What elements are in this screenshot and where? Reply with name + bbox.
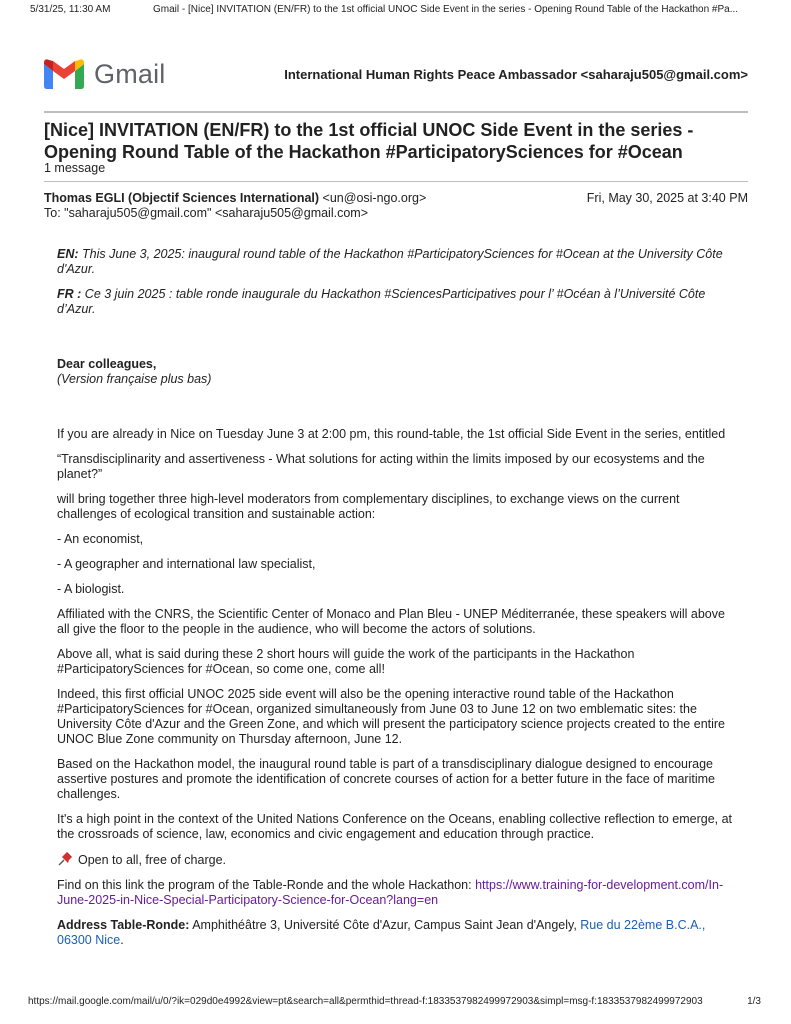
paragraph: If you are already in Nice on Tuesday June 3 at 2:00 pm, this round-table, the 1st official Side Event in the series, entitled bbox=[57, 427, 726, 441]
page-number: 1/3 bbox=[747, 996, 761, 1007]
address-label: Address Table-Ronde: bbox=[57, 918, 190, 932]
paragraph: will bring together three high-level moderators from complementary disciplines, to exchange views on the current challenges of ecological transition and sustainable action: bbox=[57, 492, 680, 521]
message-body bbox=[57, 247, 737, 948]
paragraph: Above all, what is said during these 2 short hours will guide the work of the participants in the Hackathon #ParticipatorySciences for #Ocean, so come one, come all! bbox=[57, 647, 635, 676]
sender-email: <un@osi-ngo.org> bbox=[322, 191, 427, 205]
print-page-title: Gmail - [Nice] INVITATION (EN/FR) to the 1st official UNOC Side Event in the series - Opening Round Table of the Hackathon #Pa... bbox=[153, 4, 739, 15]
paragraph: It's a high point in the context of the United Nations Conference on the Oceans, enabling collective reflection to emerge, at the crossroads of science, law, economics and civic engagement and education through practice. bbox=[57, 812, 733, 841]
address-map-link[interactable]: Rue du 22ème B.C.A., 06300 Nice bbox=[57, 918, 706, 947]
gmail-logo-icon bbox=[44, 59, 84, 89]
fr-summary: FR : Ce 3 juin 2025 : table ronde inaugurale du Hackathon #SciencesParticipatives pour l’ #Océan à l’Université Côte d’Azur. bbox=[57, 287, 706, 316]
header-divider bbox=[44, 111, 748, 113]
program-link-paragraph: Find on this link the program of the Table-Ronde and the whole Hackathon: https://www.training-for-development.com/In-June-2025-in-Nice-Special-Participatory-Science-for-Ocean?lang=en bbox=[57, 878, 724, 907]
paragraph: Indeed, this first official UNOC 2025 side event will also be the opening interactive round table of the Hackathon #ParticipatorySciences for #Ocean, organized simultaneously from June 03 to June 12 on two emblematic sites: the University Côte d'Azur and the Green Zone, and which will present the participatory science projects created to the entire UNOC Blue Zone community on Thursday afternoon, June 12. bbox=[57, 687, 726, 746]
sent-date: Fri, May 30, 2025 at 3:40 PM bbox=[586, 191, 748, 205]
address-paragraph: Address Table-Ronde: Amphithéâtre 3, Université Côte d'Azur, Campus Saint Jean d'Angely, Rue du 22ème B.C.A., 06300 Nice. bbox=[57, 918, 706, 947]
list-item: - An economist, bbox=[57, 532, 144, 546]
print-datetime: 5/31/25, 11:30 AM bbox=[30, 4, 111, 15]
list-item: - A biologist. bbox=[57, 582, 125, 596]
message-divider bbox=[44, 181, 748, 182]
print-header bbox=[0, 4, 791, 20]
paragraph: “Transdisciplinarity and assertiveness - What solutions for acting within the limits imposed by our ecosystems and the planet?” bbox=[57, 452, 705, 481]
fr-label: FR : bbox=[57, 287, 82, 301]
gmail-logo[interactable] bbox=[44, 58, 166, 90]
paragraph: Affiliated with the CNRS, the Scientific Center of Monaco and Plan Bleu - UNEP Méditerranée, these speakers will above all give the floor to the people in the audience, who will become the actors of solutions. bbox=[57, 607, 725, 636]
list-item: - A geographer and international law specialist, bbox=[57, 557, 316, 571]
account-label: International Human Rights Peace Ambassador <saharaju505@gmail.com> bbox=[284, 67, 748, 82]
open-to-all-line: Open to all, free of charge. bbox=[57, 852, 737, 868]
thread-subject: [Nice] INVITATION (EN/FR) to the 1st official UNOC Side Event in the series - Opening Round Table of the Hackathon #ParticipatorySciences for #Ocean bbox=[44, 120, 694, 162]
sender-name: Thomas EGLI (Objectif Sciences International) bbox=[44, 191, 320, 205]
greeting: Dear colleagues, bbox=[57, 357, 157, 371]
program-link[interactable]: https://www.training-for-development.com/In-June-2025-in-Nice-Special-Participatory-Science-for-Ocean?lang=en bbox=[57, 878, 724, 907]
french-version-note: (Version française plus bas) bbox=[57, 372, 212, 386]
message-count: 1 message bbox=[44, 161, 106, 175]
recipient-line: To: "saharaju505@gmail.com" <saharaju505@gmail.com> bbox=[44, 206, 368, 220]
en-label: EN: bbox=[57, 247, 79, 261]
sender bbox=[44, 191, 426, 205]
pushpin-icon bbox=[57, 852, 73, 866]
paragraph: Based on the Hackathon model, the inaugural round table is part of a transdisciplinary dialogue designed to encourage assertive postures and promote the identification of concrete courses of action for a better future in the face of maritime challenges. bbox=[57, 757, 715, 801]
gmail-wordmark: Gmail bbox=[94, 58, 166, 89]
en-summary: EN: This June 3, 2025: inaugural round table of the Hackathon #ParticipatorySciences for #Ocean at the University Côte d'Azur. bbox=[57, 247, 723, 276]
print-url: https://mail.google.com/mail/u/0/?ik=029d0e4992&view=pt&search=all&permthid=thread-f:1833537982499972903&simpl=msg-f:1833537982499972903 bbox=[28, 996, 703, 1007]
